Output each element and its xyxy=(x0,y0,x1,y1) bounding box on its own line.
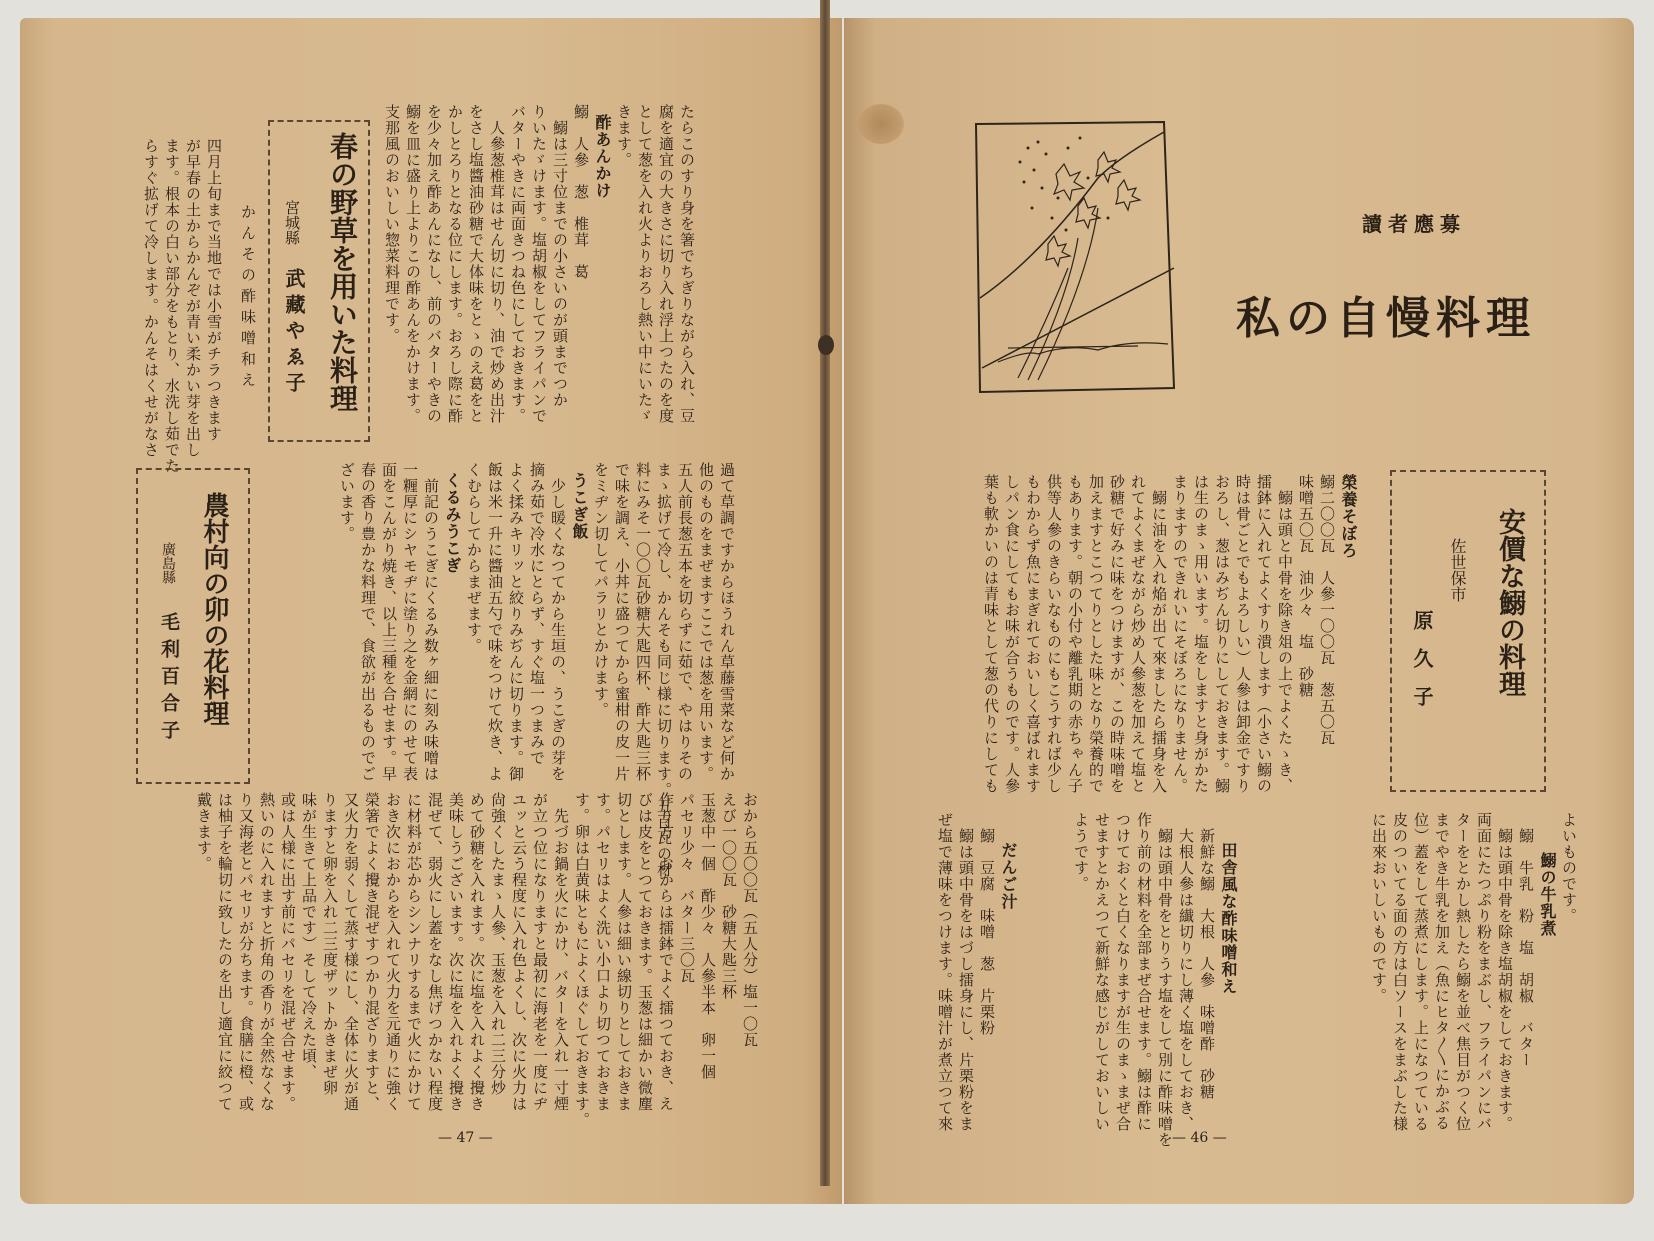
section-heading-ukogi-meshi: うこぎ飯 xyxy=(570,471,589,540)
left-bottom-text: おから五〇〇瓦（五人分）塩一〇瓦 えび一〇〇瓦 砂糖大匙三杯 玉葱中一個 酢少々 人參半本 卵一個 パセリ少々 バター三〇瓦 作り方 おからは擂鉢でよく擂つておき、え びは皮をとつておきます。玉葱は細かい微塵 切とします。人參は細い線切りとしておきま す。パセリはよく洗い小口より切つておきま す。卵は白黄味ともによくほぐしておきます。 先づお鍋を火にかけ、バターを入れ一寸煙 が立つ位になりますと最初に海老を一度にヂ ユッと云う程度に入れ色よくし、次に火力は 尙強くしたまゝ人參、玉葱を入れ二三分炒 めて砂糖を入れます。次に塩を入れよく攪き 美味しうございます。次に塩を入れよく攪き 混ぜて、弱火にし蓋をなし焦げつかない程度 に材料が芯からシンナリするまで火にかけて おき次におからを入れて火力を元通りに強く 榮箸でよく攪き混ぜすつかり混ざりますと、 又火力を弱くして蒸す様にし、全体に火が通 りますと卵を入れ二三度ザットかきまぜ卵 味が生きて上品です）そして冷えた頃、 或は人様に出す前にパセリを混ぜ合せます。 熱いのに入れますと折角の香りが全然なくな り又海老とパセリが分ちます。食膳に橙、或 は柚子を輪切に致したのを出し適宜に絞つて 戴きます。 xyxy=(195,792,759,1128)
section-dango-jiru xyxy=(870,800,1040,1132)
article-city-sasebo: 佐世保市 xyxy=(1448,538,1467,602)
section-body-kurumi-ukogi: 前記のうこぎにくるみ数ヶ細に刻み味噌は 一糎厚にシヤモヂに塗り之を金網にのせて表 面をこんがり焼き、以上三種を合せます。早 春の香り豊かな料理で、食欲が出るものでご ざいます。 xyxy=(338,461,440,782)
page-number-46: — 46 — xyxy=(1172,1130,1227,1146)
article-title-sardine: 安價な鰯の料理 xyxy=(1494,508,1525,697)
article-title-unohana: 農村向の卯の花料理 xyxy=(199,492,229,726)
section-heading-inaka-sumiso: 田舎風な酢味噌和え xyxy=(1219,841,1238,995)
intro-text: たらこのすり身を箸でちぎりながら入れ、豆 腐を適宜の大きさに切り入れ浮上つたのを度 として葱を入れ火よりおろし熱い中にいたゞ きます。 xyxy=(615,103,696,424)
paper-stain xyxy=(858,104,904,144)
section-body-inaka-sumiso: 新鮮な鰯 大根 人參 味噌酢 砂糖 大根人參は纎切りにし薄く塩をしておき、 鰯は頭中骨をとりうす塩をして別に酢味噌を 作り前の材料を全部まぜ合せます。鰯は酢に つけておくと白くなりますが生のまゝまぜ合 せますとかえつて新鮮な感じがしておいしい ようです。 xyxy=(1072,811,1216,1148)
left-top-text xyxy=(383,92,718,424)
section-heading-kurumi-ukogi: くるみうこぎ xyxy=(443,471,462,574)
flower-sketch-illustration xyxy=(968,118,1180,396)
article-author-spring: 武藏やゑ子 xyxy=(282,268,306,398)
section-body-eiyou-soboro: 鰯二〇〇瓦 人參一〇〇瓦 葱五〇瓦 味噌五〇瓦 油少々 塩 砂糖 鰯は頭と中骨を除き俎の上でよくたゝき、 擂鉢に入れてよくすり潰します（小さい鰯の 時は骨ごとでもよろしい）人參は卸金ですり おろし、葱はみぢん切りにしておきます。鰯 は生のまゝ用います。塩をしますと身がかた まりますのできれいにそぼろになりません。 鰯に油を入れ焔が出て來ましたら擂身を入 れてよくまぜながら炒め人參葱を加えて塩と 砂糖で好みに味をつけますが、この時味噌を 加えますとこつてりとした味となり榮養的で もあります。朝の小付や離乳期の赤ちゃん子 供等人參のきらいなものにもこうすれば少し もわからず魚にまぎれておいしく喜ばれます しパン食にしてもお味が合うものです。人參 葉も軟かいのは青味として葱の代りにしても xyxy=(982,473,1336,794)
section-eiyou-soboro xyxy=(920,462,1380,794)
section-gyunyu-ni xyxy=(1270,800,1600,1132)
section-body-su-ankake: 鰯 人參 葱 椎茸 葛 鰯は三寸位までの小さいのが頭までつか りいたゞけます。塩胡椒をしてフライパンで バターやきに両面きつね色にしておきます。 人參葱椎茸はせん切に切り、油で炒め出汁 をさし塩醬油砂糖で大体味をとゝのえ葛をと かしとろりとなる位にします。おろし際に酢 を少々加え酢あんになし、前のバターやきの 鰯を皿に盛り上よりこの酢あんをかけます。 支那風のおいしい惣菜料理です。 xyxy=(383,103,590,424)
section-body-gyunyu-ni: 鰯 牛乳 粉 塩 胡椒 バター 鰯は頭中骨を除き塩胡椒をしておきます。 両面にたつぷり粉をまぶし、フライパンにバ ターをとかし熱したら鰯を並べ焦目がつく位 までやき牛乳を加え（魚にヒタ〳〵にかぶる 位）蓋をして蒸煮にします。上になつている 皮のついてる面の方は白ソースをまぶした様 に出來おいしいものです。 xyxy=(1370,811,1535,1132)
article-prefecture-spring: 宮城縣 xyxy=(283,200,301,245)
section-body-dango-jiru: 鰯 豆腐 味噌 葱 片栗粉 鰯は頭中骨をはづし擂身にし、片栗粉をま ぜ塩で薄味をつけます。味噌汁が煮立つて來 xyxy=(936,811,996,1132)
binding-stitch xyxy=(818,335,834,355)
article-author-unohana: 毛利百合子 xyxy=(158,612,180,747)
section-heading-su-ankake: 酢あんかけ xyxy=(593,113,612,199)
recipe-subtitle-kanso: かんその酢味噌和え xyxy=(239,204,257,393)
article-author-hara: 原久子 xyxy=(1410,610,1434,724)
section-heading-gyunyu-ni: 鰯の牛乳煮 xyxy=(1538,851,1557,937)
article-prefecture-unohana: 廣島縣 xyxy=(160,542,176,584)
left-mid-text xyxy=(248,450,758,878)
series-label-reader-submissions: 讀者應募 xyxy=(1362,212,1466,236)
section-body-ukogi-meshi: 少し暖くなつてから生垣の、うこぎの芽を 摘み茹で冷水にとらず、すぐ塩一つまみで よく揉みキリッと絞りみぢんに切ります。御 飯は米一升に醬油五勺で味をつけて炊き、よ くむらしてからまぜます。 xyxy=(465,461,567,782)
section-heading-eiyou-soboro: 榮養そぼろ xyxy=(1339,473,1358,559)
recipe-body-kanso: 四月上旬まで当地では小雪がチラつきます が早春の土からかんぞが青い柔かい芽を出し ます。根本の白い部分をもとり、水洗し茹でた らすぐ拡げて冷します。かんそはくせがなさ xyxy=(142,138,223,474)
mid-intro-text: 過て草調ですからほうれん草藤雪菜など何か 他のものをまぜますここでは葱を用います。 五人前長葱五本を切らずに茹で、やはりその まゝ拡げて冷し、かんそも同じ様に切ります。五百瓦の材 料にみそ一〇〇瓦砂糖大匙四杯、酢大匙三杯 で味を調え、小丼に盛つてから蜜柑の皮一片 をミヂン切してパラリとかけます。 xyxy=(592,461,736,878)
main-title-my-proud-dish: 私の自慢料理 xyxy=(1236,293,1536,344)
page-number-47: — 47 — xyxy=(438,1130,493,1146)
section-tail-soboro: よいものです。 xyxy=(1560,811,1578,924)
book-gutter xyxy=(820,0,830,1186)
article-title-spring: 春の野草を用いた料理 xyxy=(326,132,359,412)
section-heading-dango-jiru: だんご汁 xyxy=(999,841,1018,910)
